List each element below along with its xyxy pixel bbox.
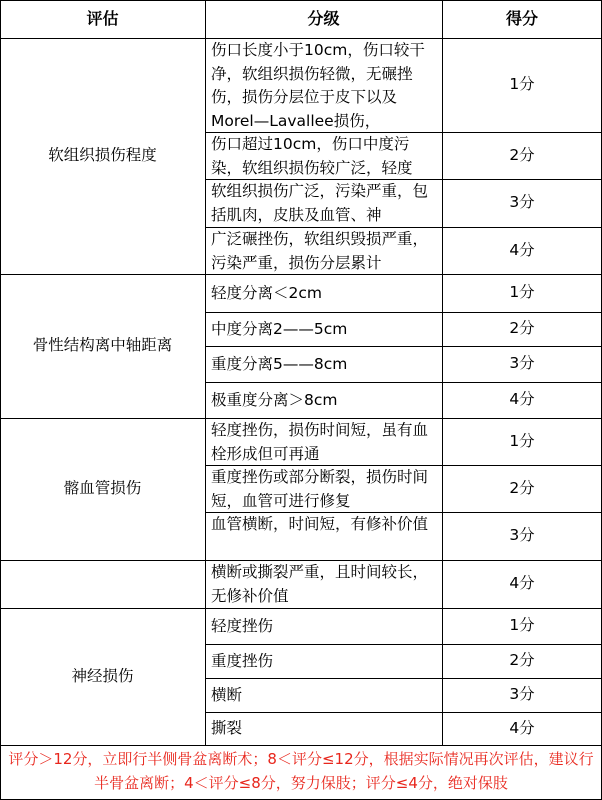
table-border <box>0 0 602 1</box>
score-cell: 3分 <box>509 526 535 545</box>
row-divider <box>205 227 602 228</box>
grade-cell: 横断或撕裂严重，且时间较长，无修补价值 <box>211 563 429 605</box>
score-cell: 2分 <box>509 478 535 497</box>
row-divider <box>205 644 602 645</box>
score-cell: 4分 <box>509 574 535 593</box>
score-cell: 2分 <box>509 319 535 338</box>
score-cell: 1分 <box>509 75 535 94</box>
header-evaluation: 评估 <box>86 9 119 29</box>
grade-cell: 轻度挫伤，损伤时间短，虽有血栓形成但可再通 <box>211 421 429 463</box>
grade-cell: 中度分离2——5cm <box>211 319 348 338</box>
grade-cell: 重度挫伤或部分断裂，损伤时间短，血管可进行修复 <box>211 468 429 510</box>
row-divider <box>205 512 602 513</box>
score-cell: 4分 <box>509 718 535 737</box>
score-cell: 4分 <box>509 390 535 409</box>
grade-cell: 轻度挫伤 <box>211 616 274 635</box>
row-divider <box>0 418 602 419</box>
section-name-soft-tissue: 软组织损伤程度 <box>48 146 157 165</box>
grade-cell: 重度挫伤 <box>211 651 274 670</box>
grade-cell: 伤口长度小于10cm，伤口较干净，软组织损伤轻微，无碾挫伤，损伤分层位于皮下以及Morel—Lavallee损伤， <box>211 41 425 130</box>
row-divider <box>205 346 602 347</box>
table-border <box>0 0 1 800</box>
score-cell: 2分 <box>509 651 535 670</box>
grade-cell: 横断 <box>211 685 243 704</box>
grade-cell: 软组织损伤广泛，污染严重，包括肌肉，皮肤及血管、神 <box>211 182 429 224</box>
row-divider <box>205 179 602 180</box>
row-divider <box>0 608 602 609</box>
row-divider <box>205 382 602 383</box>
score-cell: 4分 <box>509 240 535 259</box>
score-cell: 1分 <box>509 616 535 635</box>
grade-cell: 血管横断，时间短，有修补价值 <box>211 515 429 533</box>
score-cell: 3分 <box>509 193 535 212</box>
grade-cell: 撕裂 <box>211 719 243 738</box>
row-divider <box>0 560 602 561</box>
row-divider <box>205 465 602 466</box>
score-cell: 3分 <box>509 685 535 704</box>
header-score: 得分 <box>505 9 538 29</box>
score-cell: 1分 <box>509 431 535 450</box>
column-divider <box>205 0 206 745</box>
grade-cell: 轻度分离＜2cm <box>211 283 322 302</box>
row-divider <box>0 274 602 275</box>
grade-cell: 伤口超过10cm，伤口中度污染，软组织损伤较广泛，轻度 <box>211 135 413 177</box>
section-name-nerve: 神经损伤 <box>71 666 134 685</box>
section-name-iliac-vessel: 髂血管损伤 <box>63 479 142 498</box>
column-divider <box>442 0 443 745</box>
row-divider <box>205 312 602 313</box>
row-divider <box>205 712 602 713</box>
grade-cell: 极重度分离＞8cm <box>211 390 338 409</box>
row-divider <box>0 745 602 746</box>
score-cell: 1分 <box>509 283 535 302</box>
score-cell: 2分 <box>509 145 535 164</box>
scoring-note: 评分＞12分，立即行半侧骨盆离断术；8＜评分≤12分，根据实际情况再次评估，建议行半骨盆离断；4＜评分≤8分，努力保肢；评分≤4分，绝对保肢 <box>8 750 594 792</box>
row-divider <box>205 132 602 133</box>
score-cell: 3分 <box>509 354 535 373</box>
section-name-bone-distance: 骨性结构离中轴距离 <box>32 336 173 355</box>
grade-cell: 广泛碾挫伤，软组织毁损严重，污染严重，损伤分层累计 <box>211 230 429 272</box>
row-divider <box>205 678 602 679</box>
grade-cell: 重度分离5——8cm <box>211 354 348 373</box>
row-divider <box>0 38 602 39</box>
header-grade: 分级 <box>307 9 340 29</box>
